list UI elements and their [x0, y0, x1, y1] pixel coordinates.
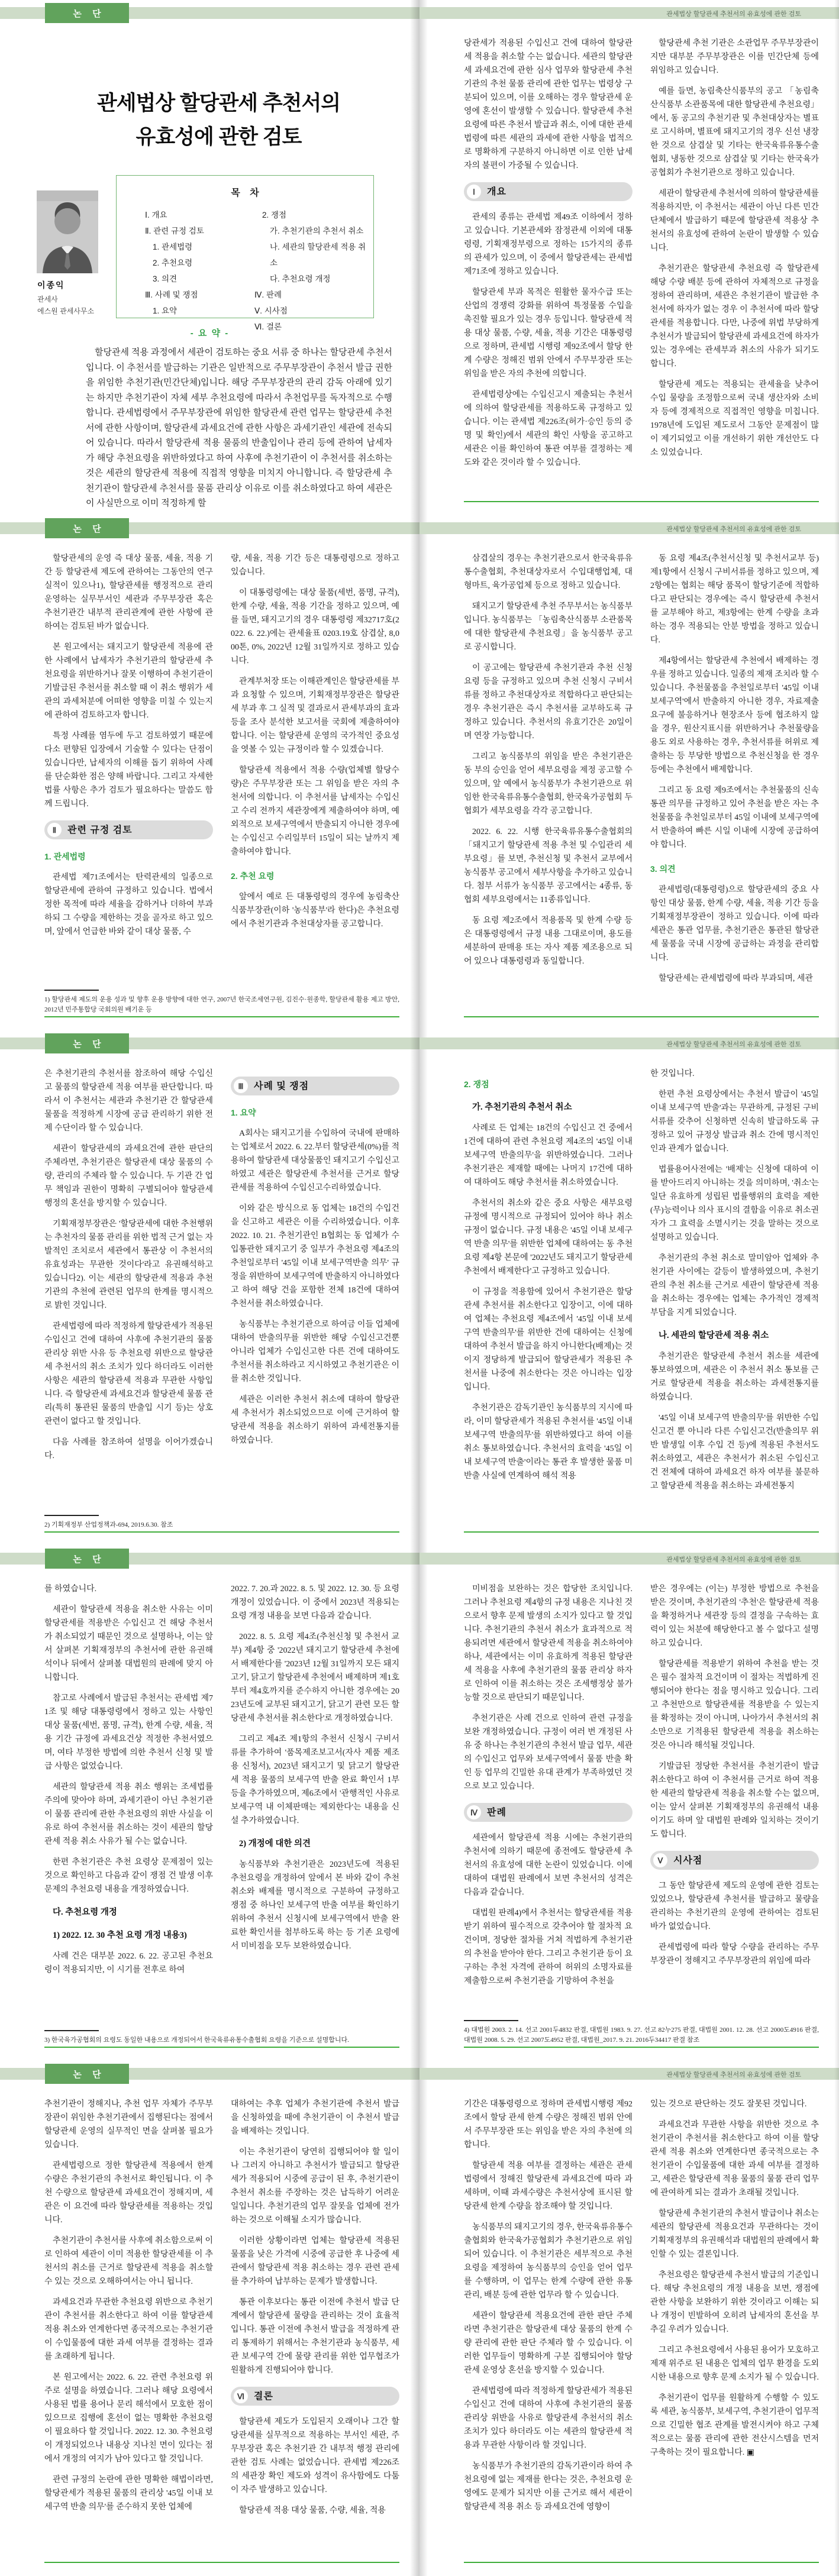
author-portrait-icon	[37, 190, 98, 273]
text-column	[650, 1582, 819, 2045]
toc-item: Ⅴ. 시사점	[254, 306, 288, 315]
text-column	[464, 1067, 633, 1530]
text-column	[231, 1582, 399, 2045]
paragraph: 관세법령상에는 수입신고시 제출되는 추천서에 의하여 할당관세를 적용하도록 규정하고 있습니다. 이는 관세법 제226조(허가·승인 등의 증명 및 확인)에서 세관의 확인 사항을 공고하고 세관은 이를 확인하여 통관 여부를 결정하는 제도와 같은 것이라 할 수 있습니다.	[464, 390, 633, 467]
paragraph: 추천기관이 정해지나, 추천 업무 자체가 주무부장관이 위임한 추천기관에서 집행된다는 점에서 할당관세 운영의 실무적인 면을 살펴볼 필요가 있습니다.	[44, 2100, 213, 2150]
bottom-rule	[464, 2047, 819, 2048]
section-pill	[650, 1851, 819, 1870]
paragraph: 이 공고에는 할당관세 추천기관과 추천 신청 요령 등을 규정하고 있으며 추천 신청시 구비서류를 정하고 추천대상자로 적합하다고 판단되는 경우 추천기관은 즉시 추천서를 교부하도록 규정하고 있습니다. 추천서의 유효기간은 20일이며 연장 가능합니다.	[464, 664, 633, 741]
paragraph: 2022. 6. 22. 시행 한국육류유통수출협회의 「돼지고기 할당관세 적용 추천 및 수입관리 세부요령」를 보면, 추천신청 및 추천서 교부에서 농식품부 공고에서 세부사항을 추가하고 있습니다. 첨부 서류가 농식품부 공고에서는 4종류, 동 협회 세부요령에서는 11종류입니다.	[464, 828, 633, 904]
paragraph: 제4항에서는 할당관세 추천에서 배제하는 경우를 정하고 있습니다. 일종의 제재 조치라 할 수 있습니다. 추천물품을 추천일로부터 '45일 이내 보세구역'에서 반출하지 아니한 경우, 자료제출 요구에 불응하거나 현장조사 등에 협조하지 않을 경우, 원산지표시를 위반하거나 추천물량을 용도 외로 사용하는 경우, 추천서류를 허위로 제출하는 등 부당한 방법으로 추천신청을 한 경우 등에는 추천에서 배제합니다.	[650, 657, 819, 774]
toc-item: Ⅳ. 판례	[254, 290, 282, 299]
section-pill	[464, 1803, 633, 1822]
paragraph: 추천서의 취소와 같은 중요 사항은 새부요령 규정에 명시적으로 규정되어 있어야 하나 취소 규정이 없습니다. 규정 내용은 '45일 이내 보세구역 반출 의무'를 위반한 업체에 대하여는 동 추천요령 제4항 본문에 '2022년도 돼지고기 할당관세 추천에서 배제한다'고 규정하고 있습니다.	[464, 1199, 633, 1276]
paragraph: 세관은 이러한 추천서 취소에 대하여 할당관세 추천서가 취소되었으므로 이에 근거하여 할당관세 적용을 취소하기 위하여 과세전통지를 하였습니다.	[231, 1395, 399, 1445]
toc-item: 다. 추천요령 개정	[270, 274, 331, 283]
section-tab	[45, 1033, 129, 1053]
toc-item: 2. 추천요령	[153, 258, 193, 267]
section-tab-label: 논 단	[73, 2069, 105, 2080]
text-column	[44, 1067, 213, 1530]
section-pill-numeral: Ⅵ	[234, 2389, 248, 2403]
paragraph: 농식품부와 추천기관은 2023년도에 적용된 추천요령을 개정하여 앞에서 본 바와 같이 추천 취소와 배제를 명시적으로 구분하여 규정하고 쟁점 중 하나인 보세구역 반출 여부를 확인하기 위하여 추천서 신청시에 보세구역에서 반출 완료한 확인서를 첨부하도록 하는 등 기존 요령에서 미비점을 모두 보완하였습니다.	[231, 1860, 399, 1951]
section-pill-label: 개요	[487, 186, 506, 197]
text-column	[464, 552, 633, 1014]
paragraph: 관계부처장 또는 이해관계인은 할당관세를 부과 요청할 수 있으며, 기획재정부장관은 할당관세 부과 후 그 실적 및 결과로서 관세부과의 효과 등을 조사 분석한 보고서를 국회에 제출하여야 합니다. 이는 할당관세 운영의 국가적인 중요성을 엿볼 수 있는 규정이라 할 수 있겠습니다.	[231, 677, 399, 754]
page-title	[41, 86, 396, 154]
paragraph: 이 규정을 적용함에 있어서 추천기관은 할당관세 추천서를 취소한다고 입장이고, 이에 대하여 업체는 추천요령 제4조에서 '45일 이내 보세구역 반출의무'를 위반한 건에 대하여는 신청에 대하여 추천서 발급을 하지 아니한다(배제)는 것이지 정당하게 발급되어 할당관세가 적용된 추천서를 나중에 취소한다는 것은 아니라는 입장입니다.	[464, 1288, 633, 1392]
paragraph: 한편 추천 요령상에서는 추천서 발급이 '45일 이내 보세구역 반출'과는 무관하게, 규정된 구비서류를 갖추어 신청하면 신속히 발급하도록 규정하고 있어 규정상 발급과 취소 간에 명시적인 인과 관계가 없습니다.	[650, 1090, 819, 1153]
paragraph: 관련 규정의 논란에 관한 명확한 해법이라면, 할당관세가 적용된 물품의 관리상 '45일 이내 보세구역 반출 의무'를 준수하지 못한 업체에	[44, 2475, 213, 2512]
paragraph: 돼지고기 할당관세 추천 주무부서는 농식품부입니다. 농식품부는 「농림축산식품부 소관품목에 대한 할당관세 추천요령」을 농식품부 공고로 공시합니다.	[464, 602, 633, 652]
paragraph: 2022. 8. 5. 요령 제4조(추천신청 및 추천서 교부) 제4항 중 '2022년 돼지고기 할당관세 추천에서 배제한다'를 '2023년 12월 31일까지 모든 돼지고기, 닭고기 할당관세 추천에서 배제하며 제1호부터 제4호까지를 준수하지 아니한 경우에는 2023년도에 교부된 돼지고기, 닭고기 관련 모든 할당관세 추천서를 취소한다'로 개정하였습니다.	[231, 1633, 399, 1723]
paragraph: 사례 건은 대부분 2022. 6. 22. 공고된 추천요령이 적용되지만, 이 시기를 전후로 하여	[44, 1952, 213, 1974]
green-subheading: 2. 쟁점	[464, 1079, 489, 1089]
toc-item: Ⅵ. 결론	[254, 322, 282, 331]
section-pill	[464, 182, 633, 201]
paragraph: 관세법령(대통령령)으로 할당관세의 중요 사항인 대상 물품, 한계 수량, 세율, 적용 기간 등을 기획재정부장관이 정하고 있습니다. 이에 따라 세관은 통관 업무를, 추천기관은 통관된 할당관세 물품을 국내 시장에 공급하는 과정을 관리합니다.	[650, 885, 819, 962]
abstract-text: 할당관세 적용 과정에서 세관이 검토하는 중요 서류 중 하나는 할당관세 추천서입니다. 이 추천서를 발급하는 기관은 일반적으로 주무부장관이 추천서 발급 권한을 위임한 추천기관(민간단체)입니다. 해당 주무부장관의 관리 감독 아래에 있기는 하지만 추천기관이 자체 세부 추천요령에 따라서 추천업무를 독자적으로 수행합니다. 관세법령에서 주무부장관에 위임한 할당관세 관련 업무는 할당관세 추천서에 관한 사항이며, 할당관세 과세요건에 관한 사항은 과세기관인 세관에 전속되어 있습니다. 따라서 할당관세 적용 물품의 반출입이나 관리 등에 관하여 납세자가 해당 추천요령을 위반하였다고 하여 사후에 추천기관이 이 추천서를 취소하는 것은 세관의 할당관세 적용에 직접적 영향을 미치지 아니합니다. 즉 할당관세 추천기관이 할당관세 추천서를 물품 관리상 이유로 이를 취소하였다고 하여 세관은 이 사실만으로 이미 적정하게 할	[86, 348, 392, 508]
paragraph: 그리고 제4조 제1항의 추천서 신청시 구비서류를 추가하여 '품목제조보고서(자사 제품 제조용 신청서), 2023년 돼지고기 및 닭고기 할당관세 적용 물품의 보세구역 반출 완료 확인서 1부 등을 추가하였으며, 제6조에서 '관행적인 사유로 보세구역 내 이체판매는 제외한다'는 내용을 신설 추가하였습니다.	[231, 1735, 399, 1825]
footnote-text: 4) 대법원 2003. 2. 14. 선고 2001두4832 판결, 대법원 1983. 9. 27. 선고 82누275 판결, 대법원 2001. 12. 28. 선고 2000도4916 판결, 대법원 2008. 5. 29. 선고 2007도4952 판결, 대법원_2017. 9. 21. 2016두34417 판결 참조	[464, 2026, 819, 2044]
paragraph: 사례로 든 업체는 18건의 수입신고 건 중에서 1건에 대하여 관련 추천요령 제4조의 '45일 이내 보세구역 반출의무'을 위반하였습니다. 그러나 추천기관은 제재할 때에는 나머지 17건에 대하여 대하여도 해당 추천서를 취소하였습니다.	[464, 1124, 633, 1187]
text-column	[44, 552, 213, 1014]
text-column	[44, 1582, 213, 2045]
paragraph: 할당관세 제도가 도입된지 오래이나 그간 할당관세를 실무적으로 적용하는 부서인 세관, 주무부장관 혹은 추천기관 간 내부적 행정 관리에 관한 검토 사례는 없었습니다. 관세법 제226조의 세관장 확인 제도와 성격이 유사함에도 다툼이 자주 발생하고 있습니다.	[231, 2417, 399, 2494]
page-3	[0, 515, 420, 1030]
paragraph: 과세요건과 무관한 추천요령 위반으로 추천기관이 추천서를 취소한다고 하여 이를 할당관세 적용 취소와 연계한다면 종국적으로는 추천기관이 수입물품에 대한 과세 여부를 결정하는 결과를 초래하게 됩니다.	[44, 2298, 213, 2361]
toc-item: Ⅰ. 개요	[145, 211, 167, 219]
text-column	[650, 37, 819, 499]
section-pill-label: 결론	[254, 2391, 273, 2402]
author-photo	[37, 190, 98, 273]
bold-subheading: 2) 개정에 대한 의견	[239, 1839, 311, 1848]
paragraph: 본 원고에서는 돼지고기 할당관세 적용에 관한 사례에서 납세자가 추천기관의 할당관세 추천요령을 위반하거나 잘못 이행하여 추천기관이 기발급된 추천서를 취소할 때 이 취소 행위가 세관의 과세처분에 어떠한 영향을 미칠 수 있는지에 관하여 검토하고자 합니다.	[44, 643, 213, 720]
author-name: 이종익	[37, 280, 65, 290]
page-5	[0, 1030, 420, 1546]
toc-item: 1. 요약	[153, 306, 178, 315]
paragraph: 앞에서 예로 든 대통령령의 경우에 농림축산식품부장관(이하 '농식품부'라 한다)은 추천요령에서 추천기관과 추천대상자를 공고합니다.	[231, 893, 399, 929]
footnote-divider	[464, 2020, 518, 2021]
section-pill-label: 사례 및 쟁점	[254, 1081, 309, 1091]
paragraph: 관세법령에 따라 적정하게 할당관세가 적용된 수입신고 건에 대하여 사후에 추천기관의 물품 관리상 위반 사유 등 추천요령 위반으로 할당관세 추천서의 취소 조치가 있다 하더라도 이러한 사항은 세관의 할당관세 적용과 무관한 사항입니다. 즉 할당관세 과세요건과 할당관세 물품 관리(특히 통관된 물품의 반출입 시기 등)는 상호 관련이 없다고 할 것입니다.	[44, 1322, 213, 1426]
paragraph: 할당관세의 운영 즉 대상 물품, 세율, 적용 기간 등 할당관세 제도에 관하여는 그동안의 연구 실적이 있으나1), 할당관세를 행정적으로 관리 운영하는 실무부서인 세관과 주무부장관 혹은 추천기관간 내부적 관리관계에 관한 사항에 관하여는 검토된 바가 없습니다.	[44, 554, 213, 631]
paragraph: 세관이 할당관세 추천서에 의하여 할당관세를 적용하지만, 이 추천서는 세관이 아닌 다른 민간단체에서 발급하기 때문에 할당관세 적용상 추천서의 유효성에 관하여 논란이 발생할 수 있습니다.	[650, 189, 819, 253]
bottom-rule	[464, 501, 819, 502]
text-column	[231, 1067, 399, 1530]
paragraph: 법률용어사전에는 '배제'는 신청에 대하여 이를 받아드리지 아니하는 것을 의미하며, '취소'는 일단 유효하게 성립된 법률행위의 효력을 제한(무)능력이나 의사 표시의 결함을 이유로 취소권자가 그 효력을 소멸시키는 것을 말하는 것으로 설명하고 있습니다.	[650, 1165, 819, 1242]
author-role: 관세사	[37, 295, 58, 303]
section-tab	[45, 1549, 129, 1569]
abstract-heading: - 요 약 -	[190, 328, 230, 338]
paragraph: 추천기관은 감독기관인 농식품부의 지시에 따라, 이미 할당관세가 적용된 추천서를 '45일 이내 보세구역 반출의무'를 위반하였다고 하여 이를 취소 통보하였습니다. 추천서의 효력을 '45일 이내 보세구역 반출'이라는 통관 후 발생한 물품 미반출 사실에 연계하여 해석 적용	[464, 1404, 633, 1481]
paragraph: 할당관세 적용 여부를 결정하는 세관은 관세법령에서 정해진 할당관세 과세요건에 따라 과세하며, 이때 과세수량은 추천서상에 표시된 할당관세 한계 수량을 참조해야 할 것입니다.	[464, 2161, 633, 2211]
paragraph: 있는 것으로 판단하는 것도 잘못된 것입니다.	[650, 2100, 807, 2109]
text-column	[464, 1582, 633, 2045]
paragraph: 이와 같은 방식으로 동 업체는 18건의 수입건을 신고하고 세관은 이를 수리하였습니다. 이후 2022. 10. 21. 추천기관인 B협회는 동 업체가 수입통관한 돼지고기 중 일부가 추천요령 제4조의 추천일로부터 '45일 이내 보세구역반출 의무' 규정을 위반하여 보세구역에 반출하지 아니하였다고 하여 해당 건을 포함한 전체 18건에 대하여 추천서를 취소하였습니다.	[231, 1204, 399, 1308]
paragraph: 대하여는 추후 업체가 추천기관에 추천서 발급을 신청하였을 때에 추천기관이 이 추천서 발급을 배제하는 것입니다.	[231, 2100, 399, 2136]
footnote-text: 2) 기획재정부 산업정책과-694, 2019.6.30. 참조	[44, 1521, 173, 1528]
page-8	[420, 1546, 839, 2061]
section-pill-numeral: Ⅰ	[467, 185, 481, 199]
toc-item: Ⅲ. 사례 및 쟁점	[145, 290, 198, 299]
paragraph: 세관이 할당관세 적용요건에 관한 판단 주체라면 추천기관은 할당관세 대상 물품의 한계 수량 관리에 관한 판단 주체라 할 수 있습니다. 이러한 업무들이 명확하게 구분 집행되어야 할당관세 운영상 혼선을 방지할 수 있습니다.	[464, 2312, 633, 2375]
paragraph: 한 것입니다.	[650, 1069, 695, 1078]
paragraph: 받은 경우에는 (이는) 부정한 방법으로 추천을 받은 것이며, 추천기관의 '추천'은 할당관세 적용을 확정하거나 세관장 등의 결정을 구속하는 효력이 있는 처분에 해당한다고 볼 수 없다고 설명하고 있습니다.	[650, 1585, 819, 1648]
paragraph: 할당관세 적용 대상 물품, 수량, 세율, 적용	[239, 2506, 386, 2515]
text-column	[231, 2097, 399, 2560]
section-pill-label: 시사점	[673, 1855, 703, 1866]
toc-item: 나. 세관의 할당관세 적용 취소	[270, 243, 366, 267]
section-tab	[45, 518, 129, 538]
paragraph: 이러한 상황이라면 업체는 할당관세 적용된 물품을 낮은 가격에 시중에 공급한 후 나중에 세관에서 할당관세 적용 취소하는 경우 관련 관세를 추가하여 납부하는 문제가 발생합니다.	[231, 2236, 399, 2286]
bottom-rule	[464, 1016, 819, 1017]
paragraph: A회사는 돼지고기를 수입하여 국내에 판매하는 업체로서 2022. 6. 22.부터 할당관세(0%)를 적용하여 할당관세 대상물품인 돼지고기 수입신고하였고 세관은 할당관세 추천서를 근거로 할당관세를 적용하여 수입신고수리하였습니다.	[231, 1129, 399, 1192]
paragraph: 삼겹살의 경우는 추천기관으로서 한국육류유통수출협회, 추천대상자로서 수입대행업체, 대형마트, 육가공업체 등으로 정하고 있습니다.	[464, 554, 633, 590]
paragraph: 추천기관은 할당관세 추천요령 즉 할당관세 해당 수량 배분 등에 관하여 자체적으로 규정을 정하여 관리하며, 세관은 추천기관이 발급한 추천서에 하자가 없는 경우 이 추천서에 따라 할당관세를 적용합니다. 다만, 나중에 위법 부당하게 추천서가 발급되어 할당관세 과세요건에 하자가 있는 경우에는 관세부과 취소의 사유가 되기도 합니다.	[650, 264, 819, 369]
paragraph: 기간은 대통령령으로 정하며 관세법시행령 제92조에서 할당 관세 한계 수량은 정해진 범위 안에서 주무부장관 또는 위임을 받은 자의 추천에 의합니다.	[464, 2100, 633, 2150]
running-header: 관세법상 할당관세 추천서의 유효성에 관한 검토	[666, 2071, 801, 2079]
paragraph: 그리고 농식품부의 위임을 받은 추천기관은 동 부의 승인을 얻어 세부요령을 제정 공고할 수 있으며, 앞 예에서 농식품부가 추천기관으로 위임한 한국육류유통수출협회, 한국육가공협회 두 협회가 세부요령을 각각 공고합니다.	[464, 752, 633, 816]
footnote	[464, 2020, 819, 2045]
paragraph: '45일 이내 보세구역 반출의무'를 위반한 수입신고건 뿐 아니라 다른 수입신고건(반출의무 위반 발생일 이후 수입 건 등)에 적용된 추천서도 취소하였고, 세관은 추천서가 취소된 수입신고 건 전체에 대하여 과세요건 하자 여부를 불문하고 할당관세 적용을 취소하는 과세전통지	[650, 1414, 819, 1491]
section-tab-label: 논 단	[73, 1554, 105, 1565]
bottom-rule	[44, 2047, 399, 2048]
page-4	[420, 515, 839, 1030]
paragraph: 를 하였습니다.	[44, 1585, 97, 1594]
paragraph: 추천기관은 사례 건으로 인하여 관련 규정을 보완 개정하였습니다. 규정이 여러 번 개정된 사유 중 하나는 추천기관의 추천서 발급 업무, 세관의 수입신고 업무와 보세구역에서 물품 반출 확인 등 업무의 긴밀한 유대 관계가 부족하였던 것으로 보고 있습니다.	[464, 1714, 633, 1791]
paragraph: 세관이 할당관세의 과세요건에 관한 판단의 주체라면, 추천기관은 할당관세 대상 물품의 수량, 관리의 주체라 할 수 있습니다. 두 기관 간 업무 책임과 권한이 명확히 구별되어야 할당관세 행정의 혼선을 방지할 수 있습니다.	[44, 1145, 213, 1208]
text-column	[650, 1067, 819, 1530]
paragraph: 할당관세 적용에서 적용 수량(업체별 할당수량)은 주무부장관 또는 그 위임을 받은 자의 추천서에 의합니다. 이 추천서를 납세자는 수입신고 수리 전까지 세관장에게 제출하여야 하며, 예외적으로 보세구역에서 반출되지 아니한 경우에는 수입신고 수리일부터 15일이 되는 날까지 제출하여야 합니다.	[231, 766, 399, 856]
paragraph: 동 요령 제4조(추천서신청 및 추천서교부 등) 제1항에서 신청시 구비서류를 정하고 있으며, 제2항에는 협회는 해당 품목이 할당기준에 적합하다고 판단되는 경우에는 즉시 할당관세 추천서를 교부해야 하고, 제3항에는 한계 수량을 초과하는 경우 적용되는 안분 방법을 정하고 있습니다.	[650, 554, 819, 645]
paragraph: 세관의 할당관세 적용 취소 행위는 조세법률주의에 맞아야 하며, 과세기관이 아닌 추천기관이 물품 관리에 관한 추천요령의 위반 사실을 이유로 하여 추천서를 취소하는 것이 세관의 할당관세 적용 취소 사유가 될 수는 없습니다.	[44, 1783, 213, 1846]
paragraph: 추천기관이 추천서를 사후에 취소함으로써 이로 인하여 세관이 이미 적용한 할당관세를 이 추천서의 취소를 근거로 할당관세 적용을 취소할 수 있는 것으로 오해하여서는 아니 됩니다.	[44, 2236, 213, 2286]
page-title-line-2: 유효성에 관한 검토	[135, 125, 302, 148]
footnote-text: 1) 할당관세 제도의 운용 성과 및 향후 운용 방향에 대한 연구, 2007년 한국조세연구원, 김진수·원종학, 할당관세 활용 제고 방안, 2012년 민주통합당 국회의원 배기운 등	[44, 996, 399, 1013]
footnote	[44, 2030, 399, 2045]
bold-subheading: 1) 2022. 12. 30 추천 요령 개정 내용3)	[53, 1931, 187, 1940]
green-subheading: 1. 요약	[231, 1108, 256, 1117]
bottom-rule	[464, 1531, 819, 1533]
paragraph: 추천기관의 추천 취소로 말미암아 업체와 추천기관 사이에는 갈등이 발생하였으며, 추천기관의 추천 취소를 근거로 세관이 할당관세 적용을 취소하는 경우에는 업체는 추가적인 경제적 부담을 지게 되었습니다.	[650, 1254, 819, 1317]
toc-item: 2. 쟁점	[262, 211, 287, 219]
text-column	[464, 37, 633, 499]
section-pill	[44, 820, 213, 839]
paragraph: 농식품부는 추천기관으로 하여금 이들 업체에 대하여 반출의무를 위반한 해당 수입신고건뿐 아니라 업체가 수입신고한 다른 건에 대하여도 추천서를 취소하라고 지시하였고 추천기관은 이를 취소한 것입니다.	[231, 1320, 399, 1384]
paragraph: 할당관세 제도는 적용되는 관세율을 낮추어 수입 물량을 조정함으로써 국내 생산자와 소비자 등에 경제적으로 직접적인 영향을 미칩니다. 1978년에 도입된 제도로서 그동안 문제점이 많이 제기되었고 이를 개선하기 위한 개선안도 다소 있었습니다.	[650, 380, 819, 457]
footnote	[44, 990, 399, 1015]
section-pill	[231, 1077, 399, 1095]
section-pill-label: 판례	[487, 1807, 506, 1818]
paragraph: 다음 사례를 참조하여 설명을 이어가겠습니다.	[44, 1438, 213, 1460]
paragraph: 본 원고에서는 2022. 6. 22. 관련 추천요령 위주로 설명을 하였습니다. 그러나 해당 요령에서 사용된 법률 용어나 문리 해석에서 모호한 점이 있으므로 집행에 혼선이 없는 명확한 추천요령이 필요하다 할 것입니다. 2022. 12. 30. 추천요령이 개정되었으나 내용상 지나친 면이 있다는 점에서 개정의 여지가 남아 있다고 할 것입니다.	[44, 2373, 213, 2464]
page-7	[0, 1546, 420, 2061]
paragraph: 기발급된 정당한 추천서를 추천기관이 발급 취소한다고 하여 이 추천서를 근거로 하여 적용한 세관의 할당관세 적용을 취소할 수는 없으며, 이는 앞서 살펴본 기획재정부의 유권해석 내용이기도 하며 앞 대법원 판례와 일치하는 것이기도 합니다.	[650, 1762, 819, 1839]
paragraph: 할당관세는 관세법령에 따라 부과되며, 세관	[659, 974, 813, 983]
bold-subheading: 나. 세관의 할당관세 적용 취소	[659, 1331, 769, 1340]
bottom-rule	[44, 1016, 399, 1017]
text-column	[44, 2097, 213, 2560]
bottom-rule	[44, 2562, 399, 2563]
section-tab	[45, 3, 129, 23]
paragraph: 통관 이후보다는 통관 이전에 추천서 발급 단계에서 할당관세 물량을 관리하는 것이 효율적입니다. 통관 이전에 추천서 발급을 적정하게 관리 통제하기 위해서는 추천기관과 농식품부, 세관 보세구역 간에 물량 관리를 위한 업무협조가 원활하게 진행되어야 합니다.	[231, 2298, 399, 2375]
text-column	[231, 552, 399, 1014]
paragraph: 당관세가 적용된 수입신고 건에 대하여 할당관세 적용을 취소할 수는 없습니다. 세관의 할당관세 과세요건에 관한 심사 업무와 할당관세 추천기관의 추천 물품 관리에 관한 업무는 법령상 구분되어 있으며, 이를 오해하는 경우 할당관세 운영에 혼선이 발생할 수 있습니다. 할당관세 추천요령에 따른 추천서 발급과 취소, 이에 대한 관세법령에 따른 세관의 과세에 관한 사항을 법적으로 명확하게 구분하지 아니하면 이로 인한 납세자의 불편이 가중될 수 있습니다.	[464, 39, 633, 170]
paragraph: 관세법령에 따라 적정하게 할당관세가 적용된 수입신고 건에 대하여 사후에 추천기관의 물품 관리상 위반을 사유로 할당관세 추천서의 취소 조치가 있다 하더라도 이는 세관의 할당관세 적용과 무관한 사항이라 할 것입니다.	[464, 2387, 633, 2450]
author-affiliation: 에스원 관세사무소	[37, 307, 95, 315]
section-pill	[231, 2387, 399, 2406]
green-subheading: 3. 의견	[650, 864, 676, 874]
section-tab-label: 논 단	[73, 8, 105, 19]
section-tab	[45, 2064, 129, 2084]
paragraph: 이는 추천기관이 당연히 집행되어야 할 일이나 그러지 아니하고 추천서가 발급되고 할당관세가 적용되어 시중에 공급이 된 후, 추천기관이 추천서 취소를 주장하는 것은 납득하기 어려운 일입니다. 추천기관의 업무 잘못을 업체에 전가하는 것으로 이해될 소지가 많습니다.	[231, 2148, 399, 2225]
page-6	[420, 1030, 839, 1546]
toc-column-right	[254, 207, 367, 335]
running-header: 관세법상 할당관세 추천서의 유효성에 관한 검토	[666, 1041, 801, 1048]
section-pill-numeral: Ⅱ	[47, 823, 62, 837]
paragraph: 추천기관은 할당관세 추천서 취소를 세관에 통보하였으며, 세관은 이 추천서 취소 통보를 근거로 할당관세 적용을 취소하는 과세전통지를 하였습니다.	[650, 1352, 819, 1402]
text-column	[650, 2097, 819, 2560]
paragraph: 한편 추천기관은 추천 요령상 문제점이 있는 것으로 확인하고 다음과 같이 쟁점 건 발생 이후 문제의 추천요령 내용을 개정하였습니다.	[44, 1858, 213, 1894]
paragraph: 2022. 7. 20.과 2022. 8. 5. 및 2022. 12. 30. 등 요령 개정이 있었습니다. 이 중에서 2023년 적용되는 요령 개정 내용을 보면 다음과 같습니다.	[231, 1585, 399, 1621]
paragraph: 농식품부의 돼지고기의 경우, 한국육류유통수출협회와 한국육가공협회가 추천기관으로 위임되어 있습니다. 이 추천기관은 세부적으로 추천요령을 제정하여 농식품부의 승인을 얻어 업무를 수행하며, 이 업무는 한계 수량에 관한 유통 관리, 배분 등에 관한 업무라 할 수 있습니다.	[464, 2223, 633, 2300]
toc-item: 3. 의견	[153, 274, 178, 283]
toc-heading: 목 차	[231, 188, 263, 198]
running-header: 관세법상 할당관세 추천서의 유효성에 관한 검토	[666, 526, 801, 533]
bottom-rule	[464, 2562, 819, 2563]
paragraph: 관세법령으로 정한 할당관세 적용에서 한계 수량은 추천기관의 추천서로 확인됩니다. 이 추천 수량으로 할당관세 과세요건이 정해지며, 세관은 이 요건에 따라 할당관세를 적용하는 것입니다.	[44, 2161, 213, 2225]
paragraph: 이 대통령령에는 대상 물품(세번, 품명, 규격), 한계 수량, 세율, 적용 기간을 정하고 있으며, 예를 들면, 돼지고기의 경우 대통령령 제32717호(2022. 6. 22.)에는 관세율표 0203.19호 삼겹살, 8,000톤, 0%, 2022년 12월 31일까지로 정하고 있습니다.	[231, 589, 399, 665]
footnote-divider	[44, 2030, 99, 2031]
paragraph: 은 추천기관의 추천서를 참조하여 해당 수입신고 물품의 할당관세 적용 여부를 판단합니다. 따라서 이 추천서는 세관과 추천기관 간 할당관세 물품을 적정하게 시장에 공급 관리하기 위한 전제 수단이라 할 수 있습니다.	[44, 1069, 213, 1133]
paragraph: 할당관세 추천 기관은 소관업무 주무부장관이지만 대부분 주무부장관은 이를 민간단체 등에 위임하고 있습니다.	[650, 39, 819, 75]
green-subheading: 1. 관세법령	[44, 852, 86, 861]
paragraph: 참고로 사례에서 발급된 추천서는 관세법 제71조 및 해당 대통령령에서 정하고 있는 사항인 대상 물품(세번, 품명, 규격), 한계 수량, 세율, 적용 기간 규정에 과세요건상 적정한 추천서였으며, 여타 부정한 방법에 의한 추천서 신청 및 발급 사항은 없었습니다.	[44, 1694, 213, 1771]
paragraph: 할당관세 추천기관의 추천서 발급이나 취소는 세관의 할당관세 적용요건과 무관하다는 것이 기획재정부의 유권해석과 대법원의 판례에서 확인할 수 있는 결론입니다.	[650, 2209, 819, 2259]
toc-column-left	[145, 207, 249, 335]
section-pill-label: 관련 규정 검토	[67, 825, 133, 835]
footnote-divider	[44, 990, 99, 991]
bold-subheading: 다. 추천요령 개정	[53, 1908, 117, 1917]
paragraph: 추천요령은 할당관세 추천서 발급의 기준입니다. 해당 추천요령의 개정 내용을 보면, 쟁점에 관한 사항을 보완하기 위한 것이라고 이해는 되나 개정이 빈발하여 오히려 납세자의 혼선을 부추길 우려가 있습니다.	[650, 2271, 819, 2334]
footnote-divider	[44, 1515, 99, 1516]
section-pill-numeral: Ⅲ	[234, 1079, 248, 1093]
toc-item: Ⅱ. 관련 규정 검토	[145, 227, 204, 235]
paragraph: 특정 사례를 염두에 두고 검토하였기 때문에 다소 편향된 입장에서 기술할 수 있다는 단점이 있습니다만, 납세자의 이해를 돕기 위하여 사례를 단순화한 점은 양해 바랍니다. 그리고 자세한 법률 사항은 추가 검토가 필요하다는 말씀도 함께 드립니다.	[44, 732, 213, 809]
green-subheading: 2. 추천 요령	[231, 871, 275, 881]
bold-subheading: 가. 추천기관의 추천서 취소	[472, 1103, 572, 1112]
page-9	[0, 2061, 420, 2576]
paragraph: 량, 세율, 적용 기간 등은 대통령령으로 정하고 있습니다.	[231, 554, 399, 577]
paragraph: 관세의 종류는 관세법 제49조 이하에서 정하고 있습니다. 기본관세와 잠정관세 이외에 대통령령, 기획재정부령으로 정하는 15가지의 종류의 관세가 있으며, 이 중에서 할당관세는 관세법 제71조에 정하고 있습니다.	[464, 213, 633, 276]
paragraph: 관세법 제71조에서는 탄력관세의 일종으로 할당관세에 관하여 규정하고 있습니다. 법에서 정한 목적에 따라 세율을 감하거나 더하여 부과하되 그 수량을 제한하는 것을 골자로 하고 있으며, 앞에서 언급한 바와 같이 대상 물품, 수	[44, 873, 213, 936]
paragraph: 미비점을 보완하는 것은 합당한 조치입니다. 그러나 추천요령 제4항의 규정 내용은 지나친 것으로서 향후 문제 발생의 소지가 있다고 할 것입니다. 추천기관의 추천서 취소가 효과적으로 적용되려면 세관에서 할당관세 적용을 취소하여야 하나, 세관에서는 이미 유효하게 적용된 할당관세 적용을 사후에 추천기관의 물품 관리상 하자로 인하여 이를 취소하는 것은 조세행정상 불가능할 것으로 판단되기 때문입니다.	[464, 1585, 633, 1702]
paragraph: 동 요령 제2조에서 적용품목 및 한계 수량 등은 대통령령에서 규정 내용 그대로이며, 용도를 세분하여 판매용 또는 자사 제품 제조용으로 되어 있으나 대통령령과 동일합니다.	[464, 916, 633, 966]
paragraph: 농식품부가 추천기관의 감독기관이라 하여 추천요령에 없는 제재를 한다는 것은, 추천요령 운영에도 문제가 되지만 이를 근거로 해서 세관이 할당관세 적용 취소 등 과세요건에 영향이	[464, 2462, 633, 2512]
paragraph: 관세법령에 따라 할당 수량을 관리하는 주무부장관이 정해지고 주무부장관의 위임에 따라	[650, 1943, 819, 1966]
running-header: 관세법상 할당관세 추천서의 유효성에 관한 검토	[666, 1556, 801, 1563]
paragraph: 기획재정부장관은 '할당관세에 대한 추천행위는 추천자의 물품 관리를 위한 법적 근거 없는 자발적인 조치로서 세관에서 통관상 이 추천서의 유효성과는 무관한 것이다'라고 유권해석하고 있습니다2). 이는 세관의 할당관세 적용과 추천기관의 추천에 관련된 업무의 한계를 명시적으로 밝힌 것입니다.	[44, 1220, 213, 1310]
section-tab-label: 논 단	[73, 523, 105, 534]
paragraph: 그 동안 할당관세 제도의 운영에 관한 검토는 있었으나, 할당관세 추천서를 발급하고 물량을 관리하는 추천기관의 운영에 관하여는 검토된 바가 없었습니다.	[650, 1882, 819, 1931]
paragraph: 대법원 판례4)에서 추천서는 할당관세를 적용받기 위하여 필수적으로 갖추어야 할 절차적 요건이며, 정당한 절차를 거쳐 적법하게 추천기관의 추천을 받아야 한다. 그리고 추천기관 등이 요구하는 추천 자격에 관하여 허위의 소명자료를 제출함으로써 추천기관을 기망하여 추천을	[464, 1909, 633, 1986]
section-tab-label: 논 단	[73, 1039, 105, 1049]
paragraph: 그리고 추천요령에서 사용된 용어가 모호하고 제재 위주로 된 내용은 업체의 업무 환경을 도외시한 내용으로 향후 문제 소지가 될 수 있습니다.	[650, 2346, 819, 2382]
paragraph: 세관에서 할당관세 적용 시에는 추천기관의 추천서에 의하기 때문에 종전에도 할당관세 추천서의 유효성에 대한 논란이 있었습니다. 이에 대하여 대법원 판례에서 보면 추천서의 성격은 다음과 같습니다.	[464, 1834, 633, 1897]
paragraph: 세관이 할당관세 적용을 취소한 사유는 이미 할당관세를 적용받은 수입신고 건 해당 추천서가 취소되었기 때문인 것으로 설명하나, 이는 앞서 살펴본 기획재정부의 추천서에 관한 유권해석이나 뒤에서 살펴볼 대법원의 판례에 맞지 아니합니다.	[44, 1605, 213, 1682]
page-title-line-1: 관세법상 할당관세 추천서의	[96, 92, 341, 115]
toc-item: 가. 추천기관의 추천서 취소	[270, 227, 364, 235]
footnote-text: 3) 한국육가공협회의 요령도 동일한 내용으로 개정되어서 한국육류유통수출협회 요령을 기준으로 설명합니다.	[44, 2037, 349, 2044]
toc-item: 1. 관세법령	[153, 243, 193, 251]
toc-columns	[117, 207, 373, 335]
paragraph: 예를 들면, 농림축산식품부의 공고 「농림축산식품부 소관품목에 대한 할당관세 추천요령」에서, 동 공고의 추천기관 및 추천대상자는 별표로 고시하며, 별표에 돼지고기의 경우 신선 냉장한 것으로 삼겹살 및 기타는 한국육류유통수출협회, 냉동한 것으로 삼겹살 및 기타는 한국육가공협회가 추천기관으로 정하고 있습니다.	[650, 87, 819, 177]
toc-box	[116, 175, 374, 331]
paragraph: 할당관세 부과 목적은 원활한 물자수급 또는 산업의 경쟁력 강화를 위하여 특정물품 수입을 촉진할 필요가 있는 경우 등입니다. 할당관세 적용 대상 물품, 수량, 세율, 적용 기간은 대통령령으로 정하며, 관세법 시행령 제92조에서 할당 한계 수량은 정해진 범위 안에서 주무부장관 또는 위임을 받은 자의 추천에 의합니다.	[464, 288, 633, 379]
paragraph: 추천기관이 업무를 원활하게 수행할 수 있도록 세관, 농식품부, 보세구역, 추천기관이 업무적으로 긴밀한 협조 관계를 발전시켜야 하고 구체적으로는 물품 관리에 관한 전산시스템을 먼저 구축하는 것이 필요합니다. ▣	[650, 2394, 819, 2457]
footnote	[44, 1515, 399, 1530]
text-column	[464, 2097, 633, 2560]
bottom-rule	[44, 1531, 399, 1533]
text-column	[650, 552, 819, 1014]
running-header: 관세법상 할당관세 추천서의 유효성에 관한 검토	[666, 11, 801, 18]
paragraph: 그리고 동 요령 제9조에서는 추천물품의 신속 통관 의무를 규정하고 있어 추천을 받은 자는 추천물품을 추천일로부터 45일 이내에 보세구역에서 반출하여 빠른 시일 이내에 시장에 공급하여야 합니다.	[650, 786, 819, 849]
page-2	[420, 0, 839, 515]
paragraph: 할당관세를 적용받기 위하여 추천을 받는 것은 필수 절차적 요건이며 이 절차는 적법하게 진행되어야 한다는 점을 명시하고 있습니다. 그리고 추천만으로 할당관세를 적용받을 수 있는지를 확정하는 것이 아니며, 나아가서 추천서의 취소만으로 기적용된 할당관세 적용을 취소하는 것은 아니라 해석될 것입니다.	[650, 1660, 819, 1750]
page-1	[0, 0, 420, 515]
paragraph: 과세요건과 무관한 사항을 위반한 것으로 추천기관이 추천서를 취소한다고 하여 이를 할당관세 적용 취소와 연계한다면 종국적으로는 추천기관이 수입물품에 대한 과세 여부를 결정하고, 세관은 할당관세 적용 물품의 물품 관리 업무에 관여하게 되는 결과가 초래될 것입니다.	[650, 2121, 819, 2197]
section-pill-numeral: Ⅳ	[467, 1805, 481, 1819]
page-10	[420, 2061, 839, 2576]
section-pill-numeral: Ⅴ	[653, 1853, 667, 1867]
